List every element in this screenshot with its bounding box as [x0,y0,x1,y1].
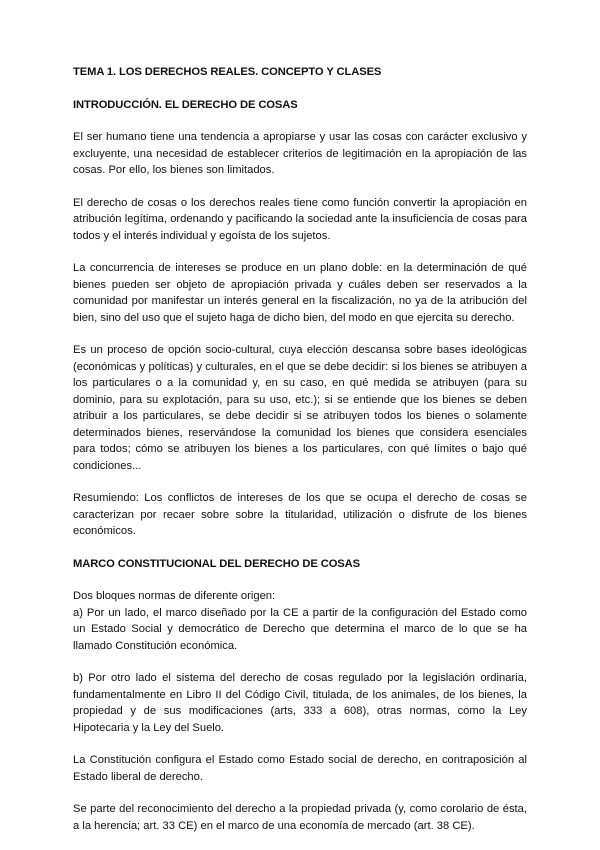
paragraph: La Constitución configura el Estado como Estado social de derecho, en contraposición al Estado liberal de derecho. [73,754,527,783]
section-heading-introduccion: INTRODUCCIÓN. EL DERECHO DE COSAS [73,98,298,111]
paragraph: Se parte del reconocimiento del derecho a la propiedad privada (y, como corolario de ésta, a la herencia; art. 33 CE) en el marco de una economía de mercado (art. 38 CE). [73,803,527,832]
document-title: TEMA 1. LOS DERECHOS REALES. CONCEPTO Y CLASES [73,66,382,78]
paragraph: a) Por un lado, el marco diseñado por la CE a partir de la configuración del Estado como un Estado Social y democrático de Derecho que determina el marco de lo que se ha llamado Constitución económica. [73,606,527,652]
paragraph: Es un proceso de opción socio-cultural, cuya elección descansa sobre bases ideológicas (económicas y políticas) y culturales, en el que se debe decidir: si los bienes se atribuyen a los particulares o a la comunidad y, en su caso, en qué medida se atribuyen (para su dominio, para su explotación, para su uso, etc.); si se entiende que los bienes se deben atribuir a los particulares, se debe decidir si se atribuyen todos los bienes o solamente determinados bienes, reservándose la comunidad los bienes que considera esenciales para todos; cómo se atribuyen los bienes a los particulares, con qué límites o bajo qué condiciones... [73,344,527,472]
paragraph: b) Por otro lado el sistema del derecho de cosas regulado por la legislación ordinaria, fundamentalmente en Libro II del Código Civil, titulada, de los animales, de los bienes, la propiedad y de sus modificaciones (arts, 333 a 608), otras normas, como la Ley Hipotecaria y la Ley del Suelo. [73,672,527,734]
document-page [73,64,527,850]
paragraph: El derecho de cosas o los derechos reales tiene como función convertir la apropiación en atribución legítima, ordenando y pacificando la sociedad ante la insuficiencia de cosas para todos y el interés individual y egoísta de los sujetos. [73,196,527,242]
paragraph: La concurrencia de intereses se produce en un plano doble: en la determinación de qué bienes pueden ser objeto de apropiación privada y cuáles deben ser reservados a la comunidad por manifestar un interés general en la fiscalización, no ya de la atribución del bien, sino del uso que el sujeto haga de dicho bien, del modo en que ejercita su derecho. [73,262,527,324]
paragraph: El ser humano tiene una tendencia a apropiarse y usar las cosas con carácter exclusivo y excluyente, una necesidad de establecer criterios de legitimación en la apropiación de las cosas. Por ello, los bienes son limitados. [73,131,527,176]
paragraph-intro: Dos bloques normas de diferente origen: [73,590,276,602]
paragraph: Resumiendo: Los conflictos de intereses de los que se ocupa el derecho de cosas se caracterizan por recaer sobre sobre la titularidad, utilización o disfrute de los bienes económicos. [73,492,527,537]
section-heading-marco-constitucional: MARCO CONSTITUCIONAL DEL DERECHO DE COSAS [73,557,360,570]
